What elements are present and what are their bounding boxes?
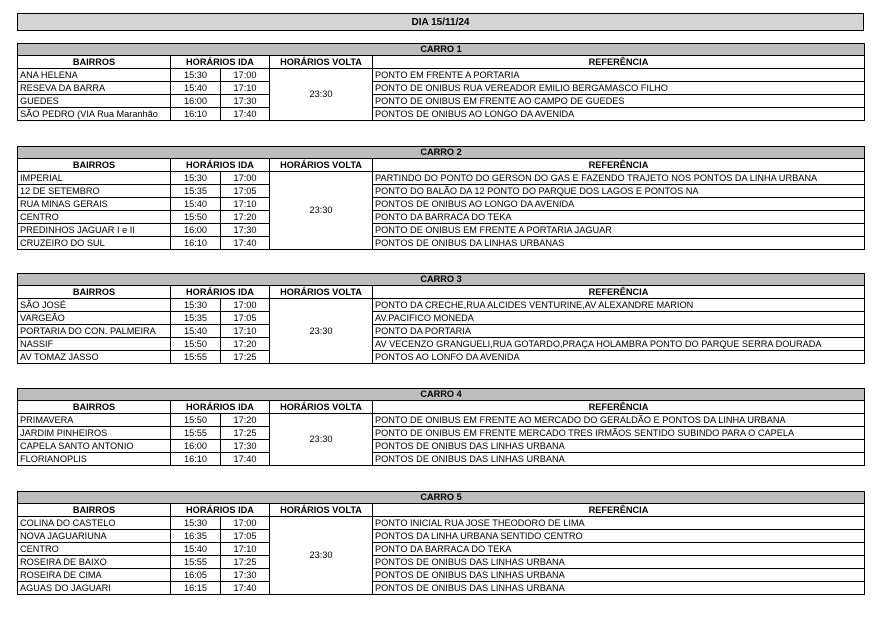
horario-ida-cell: 15:50 [171,338,221,351]
bairro-cell: COLINA DO CASTELO [18,517,171,530]
horario-ida-cell: 15:30 [171,172,221,185]
bairro-cell: ANA HELENA [18,69,171,82]
referencia-cell: PONTO DE ONIBUS EM FRENTE MERCADO TRES IRMÃOS SENTIDO SUBINDO PARA O CAPELA [373,427,865,440]
horario-ida-cell: 17:05 [221,312,270,325]
referencia-cell: PONTOS DA LINHA URBANA SENTIDO CENTRO [373,530,865,543]
table-row [18,211,865,224]
bairro-cell: RUA MINAS GERAIS [18,198,171,211]
horario-ida-cell: 15:50 [171,211,221,224]
horario-ida-cell: 16:35 [171,530,221,543]
horario-ida-cell: 16:10 [171,237,221,250]
bairro-cell: CRUZEIRO DO SUL [18,237,171,250]
table-row [18,582,865,595]
referencia-cell: PONTOS DE ONIBUS AO LONGO DA AVENIDA [373,198,865,211]
bairro-cell: CENTRO [18,543,171,556]
column-header-referencia: REFERÊNCIA [373,504,865,517]
referencia-cell: PONTO DA BARRACA DO TEKA [373,211,865,224]
referencia-cell: PONTO DE ONIBUS RUA VEREADOR EMILIO BERGAMASCO FILHO [373,82,865,95]
carro-title: CARRO 5 [18,492,865,504]
table-row [18,224,865,237]
referencia-cell: PONTO DA PORTARIA [373,325,865,338]
column-header-horarios-ida: HORÁRIOS IDA [171,56,270,69]
horario-ida-cell: 16:00 [171,95,221,108]
table-row [18,299,865,312]
column-header-bairros: BAIRROS [18,286,171,299]
table-row [18,82,865,95]
horario-ida-cell: 17:20 [221,338,270,351]
horario-volta-cell: 23:30 [270,172,373,250]
bairro-cell: PREDINHOS JAGUAR I e II [18,224,171,237]
table-row [18,569,865,582]
carro-table [17,491,865,595]
horario-ida-cell: 17:10 [221,543,270,556]
horario-volta-cell: 23:30 [270,299,373,364]
column-header-referencia: REFERÊNCIA [373,286,865,299]
referencia-cell: PONTO DE ONIBUS EM FRENTE AO CAMPO DE GUEDES [373,95,865,108]
bairro-cell: CAPELA SANTO ANTONIO [18,440,171,453]
horario-ida-cell: 17:40 [221,582,270,595]
horario-ida-cell: 15:55 [171,351,221,364]
referencia-cell: PONTOS DE ONIBUS AO LONGO DA AVENIDA [373,108,865,121]
horario-ida-cell: 17:00 [221,517,270,530]
column-header-referencia: REFERÊNCIA [373,56,865,69]
horario-ida-cell: 17:25 [221,351,270,364]
table-row [18,440,865,453]
carro-title: CARRO 4 [18,389,865,401]
table-row [18,69,865,82]
horario-ida-cell: 17:05 [221,530,270,543]
referencia-cell: PONTO EM FRENTE A PORTARIA [373,69,865,82]
horario-ida-cell: 16:10 [171,453,221,466]
bairro-cell: PORTARIA DO CON. PALMEIRA [18,325,171,338]
page-title: DIA 15/11/24 [17,13,864,31]
carro-table [17,273,865,364]
table-row [18,543,865,556]
horario-ida-cell: 17:30 [221,440,270,453]
horario-ida-cell: 17:20 [221,414,270,427]
referencia-cell: PONTO DA BARRACA DO TEKA [373,543,865,556]
referencia-cell: PONTOS DE ONIBUS DAS LINHAS URBANA [373,440,865,453]
horario-ida-cell: 17:05 [221,185,270,198]
horario-ida-cell: 16:05 [171,569,221,582]
table-row [18,517,865,530]
horario-ida-cell: 16:15 [171,582,221,595]
referencia-cell: PONTOS DE ONIBUS DAS LINHAS URBANA [373,453,865,466]
horario-volta-cell: 23:30 [270,517,373,595]
horario-ida-cell: 16:10 [171,108,221,121]
horario-ida-cell: 17:25 [221,556,270,569]
horario-ida-cell: 17:40 [221,237,270,250]
column-header-horarios-volta: HORÁRIOS VOLTA [270,504,373,517]
referencia-cell: PONTOS DE ONIBUS DA LINHAS URBANAS [373,237,865,250]
column-header-bairros: BAIRROS [18,159,171,172]
bairro-cell: AV TOMAZ JASSO [18,351,171,364]
carro-table [17,388,865,466]
table-row [18,453,865,466]
bairro-cell: JARDIM PINHEIROS [18,427,171,440]
table-row [18,427,865,440]
table-row [18,172,865,185]
horario-ida-cell: 15:35 [171,312,221,325]
table-row [18,198,865,211]
table-row [18,325,865,338]
horario-ida-cell: 17:30 [221,569,270,582]
bairro-cell: SÃO PEDRO (VIA Rua Maranhão [18,108,171,121]
referencia-cell: PONTOS AO LONFO DA AVENIDA [373,351,865,364]
bairro-cell: ROSEIRA DE CIMA [18,569,171,582]
table-row [18,95,865,108]
horario-volta-cell: 23:30 [270,69,373,121]
bairro-cell: SÃO JOSÉ [18,299,171,312]
horario-ida-cell: 17:10 [221,82,270,95]
column-header-referencia: REFERÊNCIA [373,159,865,172]
column-header-horarios-volta: HORÁRIOS VOLTA [270,56,373,69]
horario-ida-cell: 17:00 [221,299,270,312]
column-header-bairros: BAIRROS [18,56,171,69]
referencia-cell: PONTO DO BALÃO DA 12 PONTO DO PARQUE DOS LAGOS E PONTOS NA [373,185,865,198]
carro-table [17,146,865,250]
horario-ida-cell: 15:30 [171,69,221,82]
horario-ida-cell: 16:00 [171,224,221,237]
referencia-cell: PONTO DE ONIBUS EM FRENTE A PORTARIA JAGUAR [373,224,865,237]
bairro-cell: 12 DE SETEMBRO [18,185,171,198]
horario-ida-cell: 17:00 [221,69,270,82]
bairro-cell: RESEVA DA BARRA [18,82,171,95]
table-row [18,414,865,427]
column-header-horarios-volta: HORÁRIOS VOLTA [270,286,373,299]
carro-table [17,43,865,121]
referencia-cell: PONTO INICIAL RUA JOSE THEODORO DE LIMA [373,517,865,530]
bairro-cell: AGUAS DO JAGUARI [18,582,171,595]
table-row [18,338,865,351]
horario-ida-cell: 17:00 [221,172,270,185]
horario-ida-cell: 17:40 [221,453,270,466]
horario-ida-cell: 15:55 [171,556,221,569]
bairro-cell: VARGEÃO [18,312,171,325]
horario-ida-cell: 15:30 [171,299,221,312]
horario-volta-cell: 23:30 [270,414,373,466]
horario-ida-cell: 17:25 [221,427,270,440]
bairro-cell: ROSEIRA DE BAIXO [18,556,171,569]
horario-ida-cell: 17:10 [221,325,270,338]
horario-ida-cell: 17:40 [221,108,270,121]
horario-ida-cell: 15:50 [171,414,221,427]
horario-ida-cell: 16:00 [171,440,221,453]
horario-ida-cell: 17:10 [221,198,270,211]
referencia-cell: PONTO DA CRECHE,RUA ALCIDES VENTURINE,AV ALEXANDRE MARION [373,299,865,312]
bairro-cell: NOVA JAGUARIUNA [18,530,171,543]
horario-ida-cell: 15:40 [171,198,221,211]
carro-title: CARRO 3 [18,274,865,286]
referencia-cell: PONTOS DE ONIBUS DAS LINHAS URBANA [373,582,865,595]
column-header-horarios-volta: HORÁRIOS VOLTA [270,159,373,172]
bairro-cell: PRIMAVERA [18,414,171,427]
column-header-bairros: BAIRROS [18,401,171,414]
table-row [18,237,865,250]
horario-ida-cell: 17:30 [221,95,270,108]
referencia-cell: PONTO DE ONIBUS EM FRENTE AO MERCADO DO GERALDÃO E PONTOS DA LINHA URBANA [373,414,865,427]
table-row [18,351,865,364]
column-header-horarios-ida: HORÁRIOS IDA [171,286,270,299]
carro-title: CARRO 2 [18,147,865,159]
horario-ida-cell: 17:30 [221,224,270,237]
table-row [18,530,865,543]
horario-ida-cell: 15:55 [171,427,221,440]
bairro-cell: CENTRO [18,211,171,224]
column-header-bairros: BAIRROS [18,504,171,517]
horario-ida-cell: 15:40 [171,543,221,556]
referencia-cell: AV VECENZO GRANGUELI,RUA GOTARDO,PRAÇA HOLAMBRA PONTO DO PARQUE SERRA DOURADA [373,338,865,351]
bairro-cell: NASSIF [18,338,171,351]
table-row [18,185,865,198]
column-header-horarios-ida: HORÁRIOS IDA [171,504,270,517]
horario-ida-cell: 15:40 [171,325,221,338]
referencia-cell: PONTOS DE ONIBUS DAS LINHAS URBANA [373,556,865,569]
table-row [18,312,865,325]
column-header-referencia: REFERÊNCIA [373,401,865,414]
horario-ida-cell: 17:20 [221,211,270,224]
referencia-cell: PARTINDO DO PONTO DO GERSON DO GAS E FAZENDO TRAJETO NOS PONTOS DA LINHA URBANA [373,172,865,185]
table-row [18,108,865,121]
table-row [18,556,865,569]
carro-title: CARRO 1 [18,44,865,56]
horario-ida-cell: 15:35 [171,185,221,198]
horario-ida-cell: 15:30 [171,517,221,530]
column-header-horarios-ida: HORÁRIOS IDA [171,159,270,172]
bairro-cell: FLORIANOPLIS [18,453,171,466]
referencia-cell: PONTOS DE ONIBUS DAS LINHAS URBANA [373,569,865,582]
bairro-cell: GUEDES [18,95,171,108]
bairro-cell: IMPERIAL [18,172,171,185]
horario-ida-cell: 15:40 [171,82,221,95]
referencia-cell: AV.PACIFICO MONEDA [373,312,865,325]
column-header-horarios-volta: HORÁRIOS VOLTA [270,401,373,414]
column-header-horarios-ida: HORÁRIOS IDA [171,401,270,414]
